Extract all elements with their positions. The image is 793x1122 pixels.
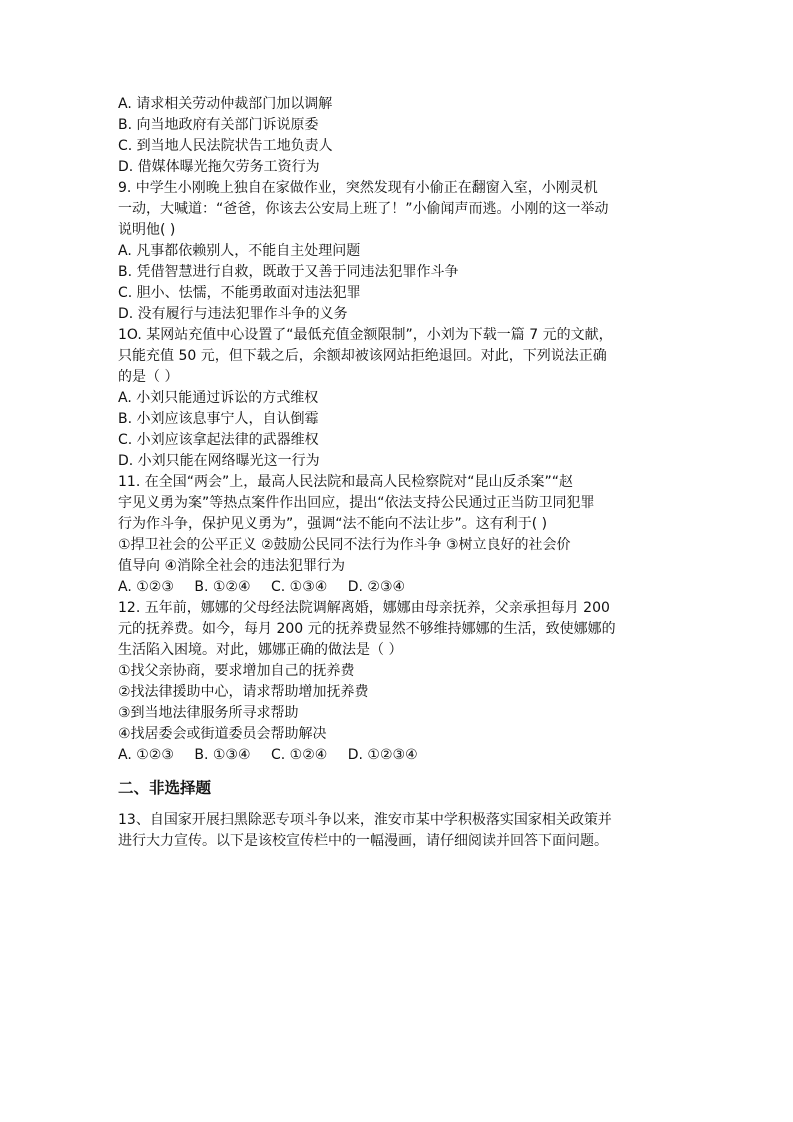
- q10-option-c: C. 小刘应该拿起法律的武器维权: [118, 432, 319, 448]
- q12-statement-4: ④找居委会或街道委员会帮助解决: [118, 726, 327, 742]
- q10-stem-line: 只能充值 50 元，但下载之后，余额却被该网站拒绝退回。对此，下列说法正确: [118, 348, 607, 364]
- q12-option-a: A. ①②③: [118, 747, 174, 763]
- q11-stem-line: 宇见义勇为案”等热点案件作出回应，提出“依法支持公民通过正当防卫同犯罪: [118, 495, 595, 511]
- q12-stem-line: 12. 五年前，娜娜的父母经法院调解离婚，娜娜由母亲抚养，父亲承担每月 200: [118, 600, 610, 616]
- q8-option-c: C. 到当地人民法院状告工地负责人: [118, 138, 333, 154]
- q9-stem-line: 一动，大喊道：“爸爸，你该去公安局上班了！”小偷闻声而逃。小刚的这一举动: [118, 201, 609, 217]
- q11-option-c: C. ①③④: [270, 579, 328, 595]
- question-8-options: [118, 94, 678, 178]
- q9-option-a: A. 凡事都依赖别人，不能自主处理问题: [118, 243, 361, 259]
- question-12: [118, 598, 678, 766]
- q11-option-a: A. ①②③: [118, 579, 174, 595]
- q9-option-c: C. 胆小、怯懦，不能勇敢面对违法犯罪: [118, 285, 361, 301]
- q9-stem-line: 说明他( ): [118, 222, 176, 238]
- q11-statements-line: ①捍卫社会的公平正义 ②鼓励公民同不法行为作斗争 ③树立良好的社会价: [118, 537, 571, 553]
- question-9: [118, 178, 678, 325]
- q9-option-b: B. 凭借智慧进行自救，既敢于又善于同违法犯罪作斗争: [118, 264, 459, 280]
- q11-options-row: [118, 577, 678, 598]
- q10-option-a: A. 小刘只能通过诉讼的方式维权: [118, 390, 319, 406]
- question-11: [118, 472, 678, 598]
- q12-stem-line: 元的抚养费。如今，每月 200 元的抚养费显然不够维持娜娜的生活，致使娜娜的: [118, 621, 616, 637]
- q12-option-d: D. ①②③④: [347, 747, 418, 763]
- question-10: [118, 325, 678, 472]
- q11-stem-line: 行为作斗争，保护见义勇为”，强调“法不能向不法让步”。这有利于( ): [118, 516, 548, 532]
- q12-statement-1: ①找父亲协商，要求增加自己的抚养费: [118, 663, 355, 679]
- q11-option-d: D. ②③④: [347, 579, 406, 595]
- section-heading: 二、非选择题: [118, 779, 212, 797]
- q11-stem-line: 11. 在全国“两会”上，最高人民法院和最高人民检察院对“昆山反杀案”“赵: [118, 474, 573, 490]
- question-13: [118, 810, 678, 852]
- q10-stem-line: 1O. 某网站充值中心设置了“最低充值金额限制”，小刘为下载一篇 7 元的文献，: [118, 327, 613, 343]
- q8-option-d: D. 借媒体曝光拖欠劳务工资行为: [118, 159, 320, 175]
- q12-option-c: C. ①②④: [270, 747, 328, 763]
- q13-stem-line: 13、自国家开展扫黑除恶专项斗争以来，淮安市某中学积极落实国家相关政策并: [118, 812, 612, 828]
- q10-option-b: B. 小刘应该息事宁人，自认倒霉: [118, 411, 319, 427]
- q8-option-b: B. 向当地政府有关部门诉说原委: [118, 117, 319, 133]
- q10-option-d: D. 小刘只能在网络曝光这一行为: [118, 453, 320, 469]
- q11-statements-line: 值导向 ④消除全社会的违法犯罪行为: [118, 558, 346, 574]
- q12-option-b: B. ①③④: [194, 747, 251, 763]
- q9-stem-line: 9. 中学生小刚晚上独自在家做作业，突然发现有小偷正在翻窗入室，小刚灵机: [118, 180, 598, 196]
- q11-option-b: B. ①②④: [194, 579, 251, 595]
- q9-option-d: D. 没有履行与违法犯罪作斗争的义务: [118, 306, 348, 322]
- q12-statement-3: ③到当地法律服务所寻求帮助: [118, 705, 299, 721]
- q12-stem-line: 生活陷入困境。对此，娜娜正确的做法是（ ）: [118, 642, 403, 658]
- q8-option-a: A. 请求相关劳动仲裁部门加以调解: [118, 96, 333, 112]
- q10-stem-line: 的是（ ）: [118, 369, 179, 385]
- q12-options-row: [118, 745, 678, 766]
- q12-statement-2: ②找法律援助中心，请求帮助增加抚养费: [118, 684, 369, 700]
- q13-stem-line: 进行大力宣传。以下是该校宣传栏中的一幅漫画，请仔细阅读并回答下面问题。: [118, 833, 608, 849]
- document-page: [118, 94, 678, 852]
